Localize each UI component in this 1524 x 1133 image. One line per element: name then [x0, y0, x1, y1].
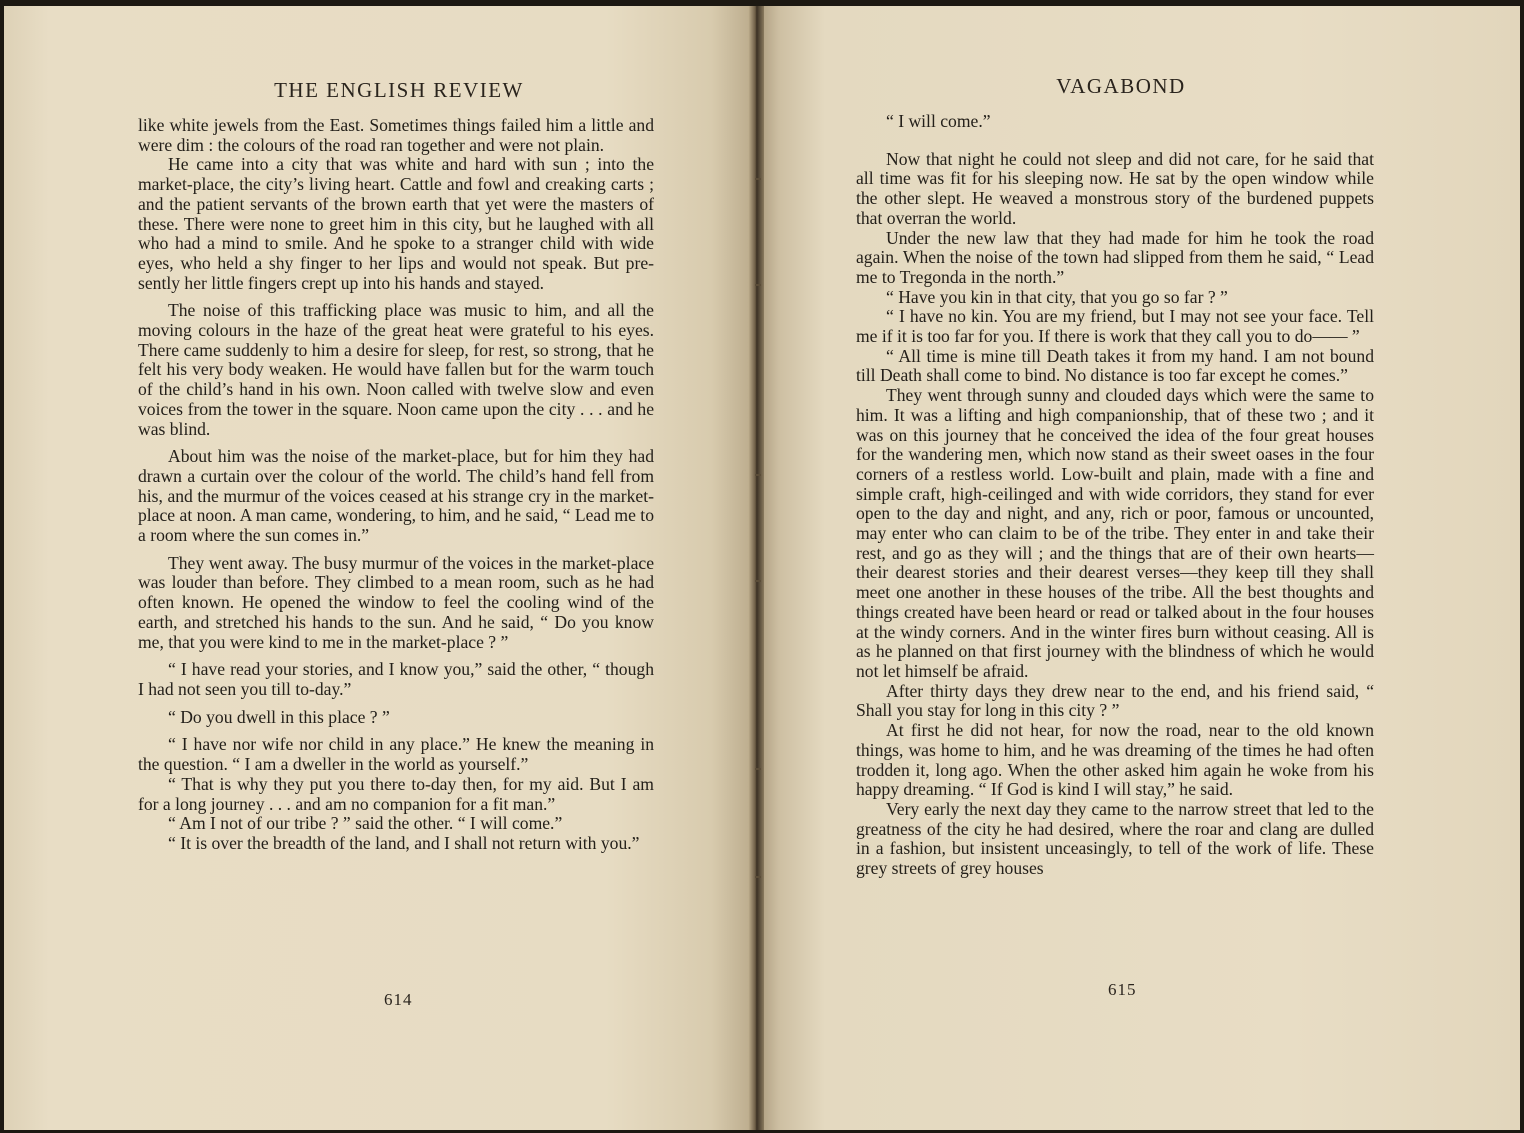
paragraph: “ I have read your stories, and I know you,” said the other, “ though I had not seen you till to-day.” [138, 659, 654, 699]
page-number-left: 614 [384, 990, 413, 1009]
paragraph: “ Am I not of our tribe ? ” said the other. “ I will come.” [168, 813, 563, 834]
left-page [4, 6, 756, 1130]
paragraph: “ It is over the breadth of the land, and I shall not return with you.” [168, 832, 640, 853]
binding-stitch [755, 580, 761, 582]
paragraph: “ All time is mine till Death takes it from my hand. I am not bound till Death shall come to bind. No distance is too far except he comes.” [856, 345, 1374, 386]
paragraph: They went through sunny and clouded days which were the same to him. It was a lifting and high companionship, that of these two ; and it was on this journey that he conceived the idea of the four great houses for the wandering men, which now stand as their sweet oases in the four corners of a restless world. Low-built and plain, made with a fine and simple craft, high-ceilinged and with wide corridors, they stand for ever open to the day and night, and any, rich or poor, famous or uncounted, may enter who can claim to be of the tribe. They enter in and take their rest, and go as they will ; and the things that are of their own hearts—their dearest stories and their dearest verses—they keep till they shall meet one another in these houses of the tribe. All the best thoughts and things created have been heard or read or talked about in the four houses at the windy corners. And in the winter fires burn without ceasing. All is as he planned on that first journey with the blindness of which he would not let himself be afraid. [856, 385, 1374, 681]
paragraph: After thirty days they drew near to the end, and his friend said, “ Shall you stay for long in this city ? ” [856, 680, 1374, 721]
binding-stitch [755, 284, 761, 286]
binding-stitch [755, 876, 761, 878]
page-number-right: 615 [1108, 980, 1137, 999]
paragraph: like white jewels from the East. Sometimes things failed him a little and were dim : the colours of the road ran together and were not plain. [138, 115, 654, 155]
paragraph: Very early the next day they came to the narrow street that led to the greatness of the city he had desired, where the roar and clang are dulled in a fashion, but insistent unceasingly, to tell of the work of life. These grey streets of grey houses [856, 798, 1374, 879]
paragraph: About him was the noise of the market-place, but for him they had drawn a curtain over the colour of the world. The child’s hand fell from his, and the murmur of the voices ceased at his strange cry in the market-place at noon. A man came, wondering, to him, and he said, “ Lead me to a room where the sun comes in.” [138, 446, 654, 546]
right-page [756, 6, 1520, 1130]
binding-stitch [755, 474, 761, 476]
paragraph: At first he did not hear, for now the road, near to the old known things, was home to him, and he was dreaming of the times he had often trodden it, long ago. When the other asked him again he woke from his happy dreaming. “ If God is kind I will stay,” he said. [856, 720, 1374, 800]
left-page-body [138, 116, 654, 854]
paragraph: Now that night he could not sleep and did not care, for he said that all time was fit for his sleeping now. He sat by the open window while the other slept. He weaved a monstrous story of the burdened puppets that overran the world. [856, 148, 1374, 228]
paragraph: The noise of this trafficking place was music to him, and all the moving colours in the haze of the great heat were grateful to his eyes. There came suddenly to him a desire for sleep, for rest, so strong, that he felt his very body weaken. He would have fallen but for the warm touch of the child’s hand in his own. Noon called with twelve slow and even voices from the tower in the square. Noon came upon the city . . . and he was blind. [138, 300, 654, 439]
binding-stitch [755, 768, 761, 770]
paragraph: “ I have no kin. You are my friend, but I may not see your face. Tell me if it is too far for you. If there is work that they call you to do—— ” [856, 306, 1374, 347]
right-page-body [856, 112, 1374, 879]
paragraph: “ Have you kin in that city, that you go so far ? ” [886, 286, 1228, 307]
paragraph: They went away. The busy murmur of the voices in the market-place was louder than before. They climbed to a mean room, such as he had often known. He opened the window to feel the cooling wind of the earth, and stretched his hands to the sun. And he said, “ Do you know me, that you were kind to me in the market-place ? ” [138, 552, 654, 652]
paragraph: “ I have nor wife nor child in any place.” He knew the meaning in the question. “ I am a dweller in the world as yourself.” [138, 734, 654, 775]
running-header-right: VAGABOND [1056, 74, 1186, 98]
binding-stitch [755, 178, 761, 180]
paragraph: “ Do you dwell in this place ? ” [168, 706, 390, 727]
book-gutter [748, 6, 764, 1130]
paragraph: “ I will come.” [886, 111, 991, 131]
paragraph: He came into a city that was white and hard with sun ; into the market-place, the city’s living heart. Cattle and fowl and creaking carts ; and the patient servants of the brown earth that yet were the masters of these. There were none to greet him in this city, but he laughed with all who had a mind to smile. And he spoke to a stranger child with wide eyes, who held a shy finger to her lips and would not speak. But pre-sently her little fingers crept up into his hands and stayed. [138, 154, 654, 293]
paragraph: Under the new law that they had made for him he took the road again. When the noise of the town had slipped from them he said, “ Lead me to Tregonda in the north.” [856, 227, 1374, 287]
paragraph: “ That is why they put you there to-day then, for my aid. But I am for a long journey . . . and am no companion for a fit man.” [138, 773, 654, 814]
running-header-left: THE ENGLISH REVIEW [274, 78, 524, 102]
